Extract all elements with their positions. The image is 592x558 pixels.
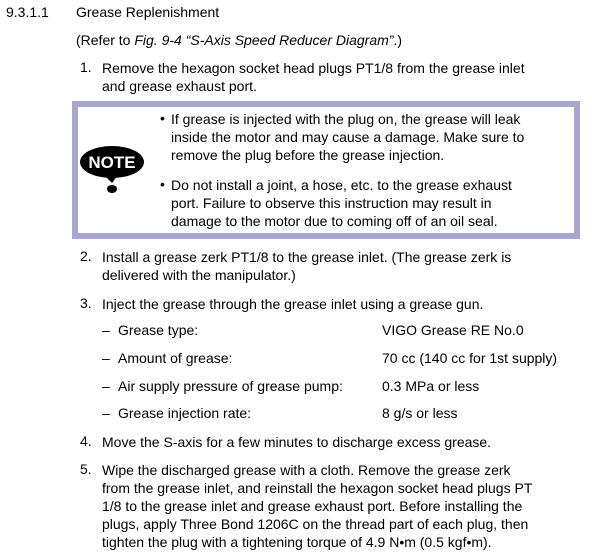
- spec-dash: –: [102, 378, 110, 394]
- step-text-line: from the grease inlet, and reinstall the hexagon socket head plugs PT: [102, 480, 533, 496]
- step-text-line: Install a grease zerk PT1/8 to the grease inlet. (The grease zerk is: [102, 249, 512, 265]
- step-text-line: Inject the grease through the grease inlet using a grease gun.: [102, 296, 484, 312]
- note-text-line: damage to the motor due to coming off of an oil seal.: [171, 213, 498, 229]
- note-bullet: •: [160, 110, 165, 126]
- spec-value: 0.3 MPa or less: [382, 378, 480, 394]
- note-text-line: remove the plug before the grease injection.: [171, 147, 445, 163]
- section-title: Grease Replenishment: [76, 4, 220, 20]
- step-text-line: Wipe the discharged grease with a cloth. Remove the grease zerk: [102, 462, 511, 478]
- note-text-line: port. Failure to observe this instruction may result in: [171, 195, 492, 211]
- note-text-line: inside the motor and may cause a damage. Make sure to: [171, 129, 525, 145]
- note-text-line: Do not install a joint, a hose, etc. to the grease exhaust: [171, 177, 512, 193]
- spec-value: 70 cc (140 cc for 1st supply): [382, 350, 558, 366]
- spec-label: Grease injection rate:: [118, 405, 252, 421]
- note-bullet: •: [160, 176, 165, 192]
- note-icon: [78, 143, 150, 195]
- spec-dash: –: [102, 322, 110, 338]
- spec-value: VIGO Grease RE No.0: [382, 322, 524, 338]
- spec-label: Amount of grease:: [118, 350, 233, 366]
- ref-prefix: (Refer to: [76, 32, 135, 48]
- step-text-line: and grease exhaust port.: [102, 78, 257, 94]
- step-number: 1.: [80, 59, 92, 75]
- ref-figure-link: Fig. 9-4 “S-Axis Speed Reducer Diagram”: [134, 32, 394, 48]
- spec-label: Grease type:: [118, 322, 199, 338]
- spec-value: 8 g/s or less: [382, 405, 458, 421]
- step-number: 4.: [80, 433, 92, 449]
- figure-reference: [76, 32, 402, 48]
- section-number: 9.3.1.1: [6, 4, 49, 20]
- step-text-line: plugs, apply Three Bond 1206C on the thread part of each plug, then: [102, 516, 529, 532]
- ref-suffix: .): [393, 32, 403, 48]
- spec-dash: –: [102, 405, 110, 421]
- step-number: 3.: [80, 295, 92, 311]
- step-text-line: Remove the hexagon socket head plugs PT1/8 from the grease inlet: [102, 60, 525, 76]
- note-text-line: If grease is injected with the plug on, the grease will leak: [171, 111, 521, 127]
- spec-dash: –: [102, 350, 110, 366]
- note-icon-label: NOTE: [88, 153, 136, 172]
- step-text-line: Move the S-axis for a few minutes to discharge excess grease.: [102, 434, 492, 450]
- step-number: 5.: [80, 461, 92, 477]
- step-text-line: 1/8 to the grease inlet and grease exhaust port. Before installing the: [102, 498, 523, 514]
- step-number: 2.: [80, 248, 92, 264]
- step-text-line: tighten the plug with a tightening torque of 4.9 N•m (0.5 kgf•m).: [102, 534, 492, 550]
- step-text-line: delivered with the manipulator.): [102, 267, 296, 283]
- spec-label: Air supply pressure of grease pump:: [118, 378, 343, 394]
